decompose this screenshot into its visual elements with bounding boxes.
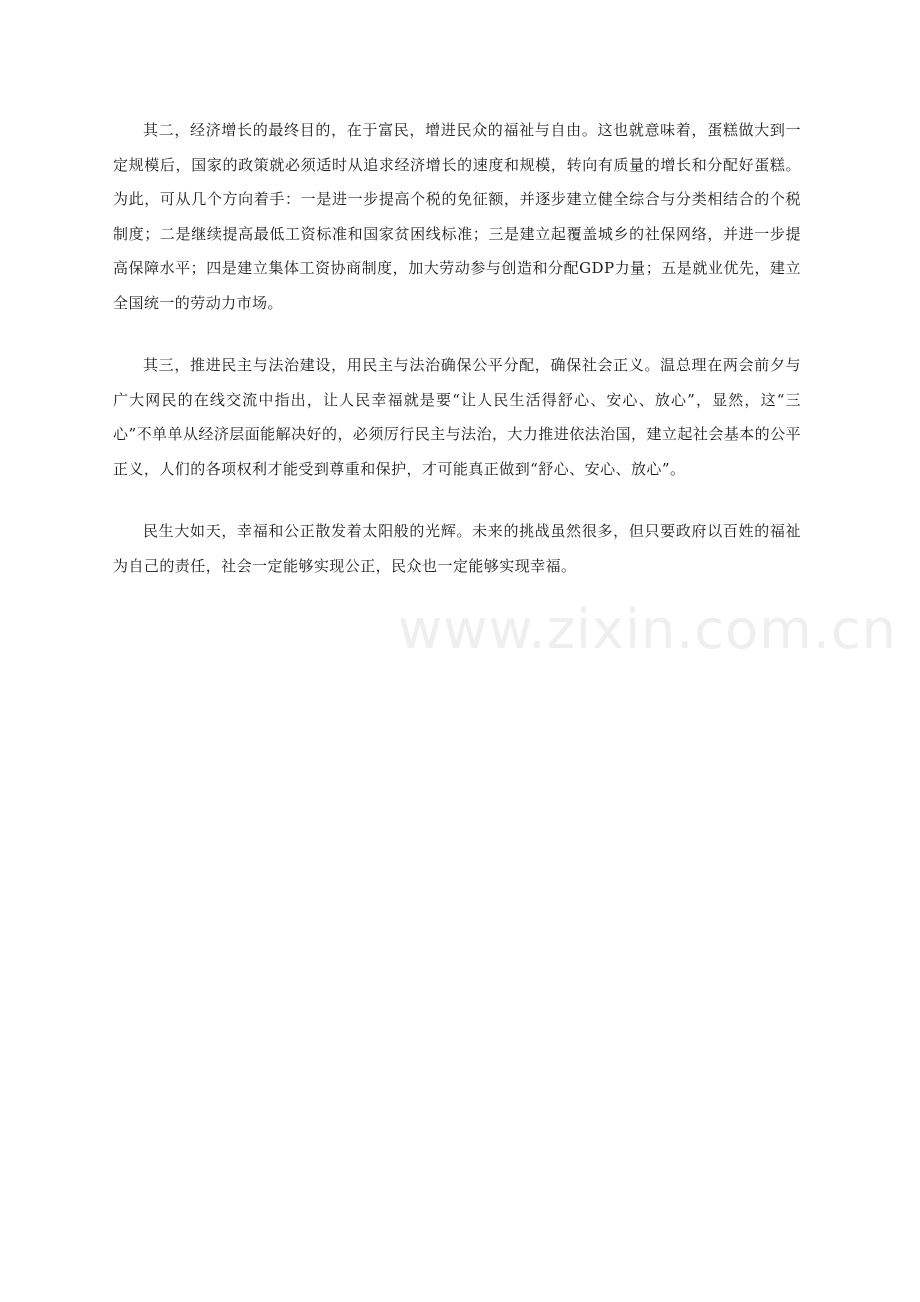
paragraph-2: 其二，经济增长的最终目的，在于富民，增进民众的福祉与自由。这也就意味着，蛋糕做大到一定规模后，国家的政策就必须适时从追求经济增长的速度和规模，转向有质量的增长和分配好蛋糕。为此，可从几个方向着手：一是进一步提高个税的免征额，并逐步建立健全综合与分类相结合的个税制度；二是继续提高最低工资标准和国家贫困线标准；三是建立起覆盖城乡的社保网络，并进一步提高保障水平；四是建立集体工资协商制度，加大劳动参与创造和分配GDP力量；五是就业优先，建立全国统一的劳动力市场。 (113, 121, 801, 312)
document-body (113, 113, 801, 611)
paragraph-conclusion: 民生大如天，幸福和公正散发着太阳般的光辉。未来的挑战虽然很多，但只要政府以百姓的福祉为自己的责任，社会一定能够实现公正，民众也一定能够实现幸福。 (113, 522, 801, 575)
watermark-text: www.zixin.com.cn (398, 598, 897, 661)
paragraph-3: 其三，推进民主与法治建设，用民主与法治确保公平分配，确保社会正义。温总理在两会前夕与广大网民的在线交流中指出，让人民幸福就是要“让人民生活得舒心、安心、放心”，显然，这“三心”不单单从经济层面能解决好的，必须厉行民主与法治，大力推进依法治国，建立起社会基本的公平正义，人们的各项权利才能受到尊重和保护，才可能真正做到“舒心、安心、放心”。 (113, 356, 801, 478)
